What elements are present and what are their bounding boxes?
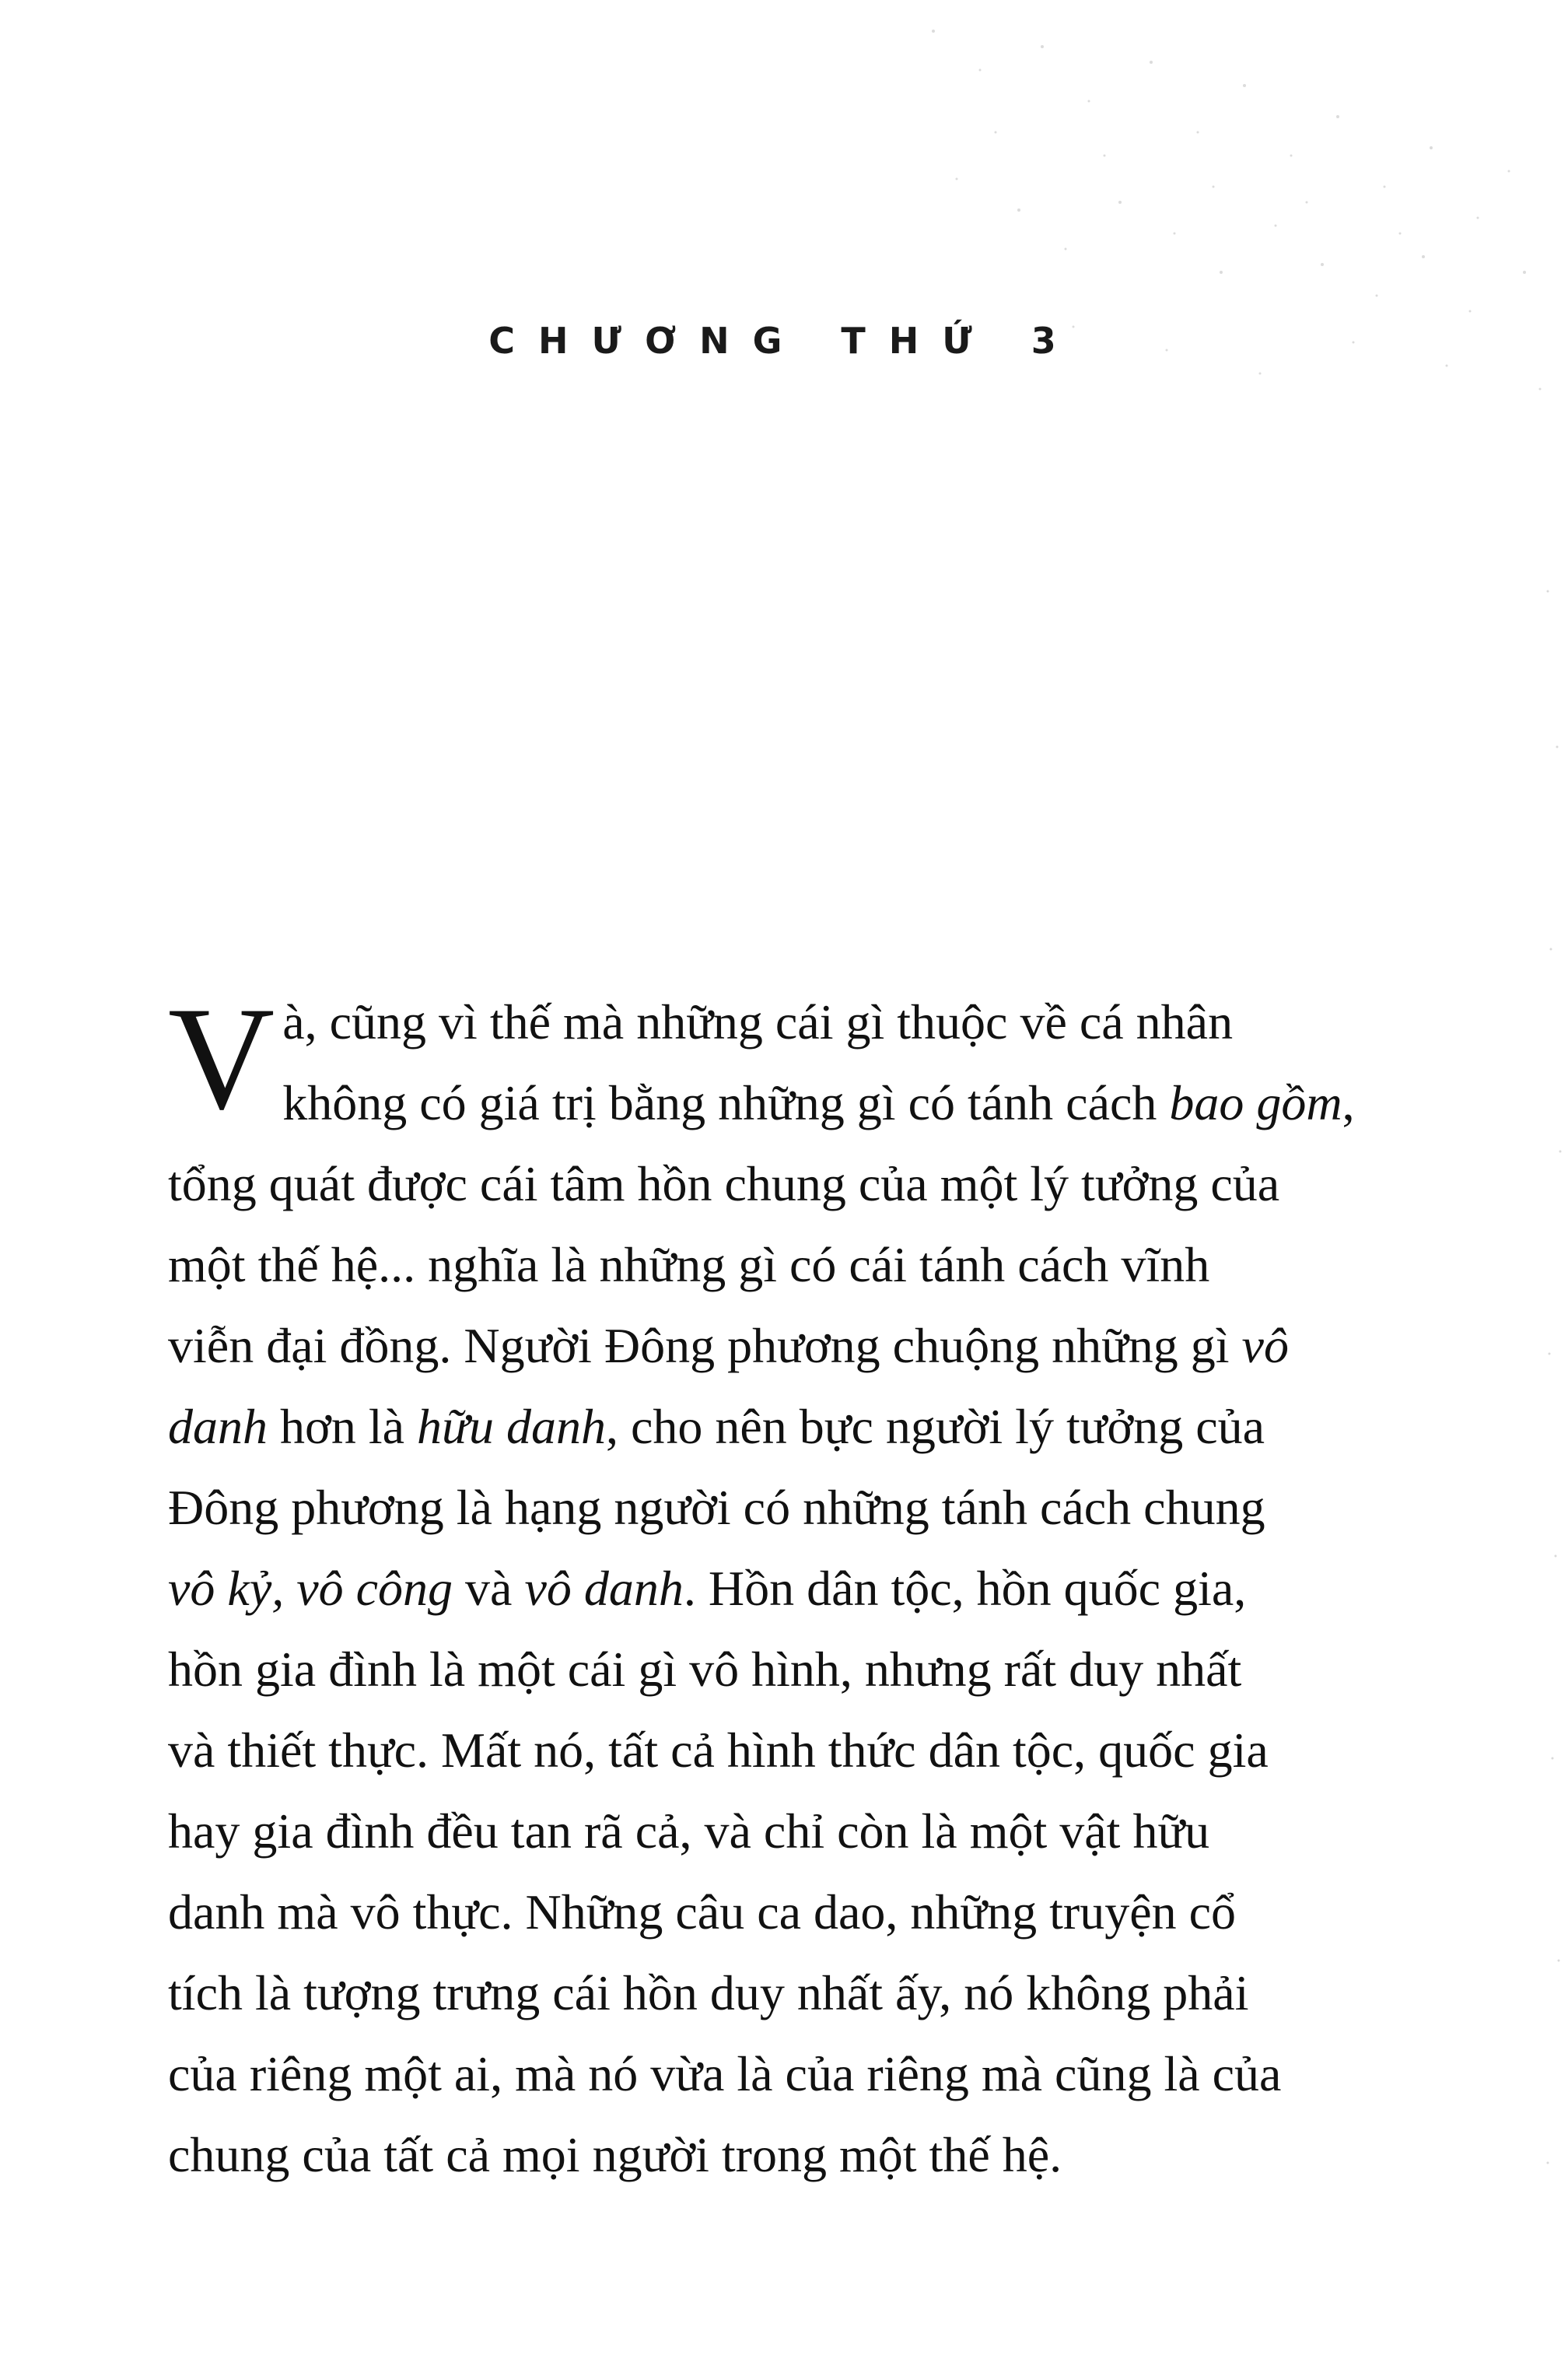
scan-edge-texture (1540, 545, 1568, 2334)
text-line (168, 1629, 1490, 1710)
text-line (168, 1144, 1490, 1225)
text-line (168, 1953, 1490, 2034)
text-run: một thế hệ... nghĩa là những gì có cái tánh cách vĩnh (168, 1237, 1210, 1292)
chapter-heading: CHƯƠNG THỨ 3 (488, 320, 1080, 362)
text-run: tổng quát được cái tâm hồn chung của một lý tưởng của (168, 1156, 1280, 1211)
text-line (168, 1225, 1490, 1305)
text-run: viễn đại đồng. Người Đông phương chuộng những gì (168, 1318, 1242, 1373)
text-run: , cho nên bực người lý tưởng của (605, 1399, 1265, 1454)
text-run: danh mà vô thực. Những câu ca dao, những truyện cổ (168, 1884, 1236, 1940)
text-run: hồn gia đình là một cái gì vô hình, nhưng rất duy nhất (168, 1642, 1242, 1697)
text-run: và (453, 1561, 525, 1616)
text-line (168, 1872, 1490, 1953)
text-line (168, 1710, 1490, 1791)
text-line (168, 1063, 1490, 1144)
text-run: không có giá trị bằng những gì có tánh cách (282, 1075, 1170, 1130)
scan-noise-texture (840, 0, 1568, 436)
italic-term: vô danh (524, 1561, 684, 1616)
text-run: . Hồn dân tộc, hồn quốc gia, (683, 1561, 1247, 1616)
text-run: hay gia đình đều tan rã cả, và chỉ còn là một vật hữu (168, 1803, 1210, 1859)
italic-term: vô (1241, 1318, 1289, 1373)
text-run: của riêng một ai, mà nó vừa là của riêng mà cũng là của (168, 2046, 1282, 2101)
chapter-paragraph (168, 977, 1490, 2196)
text-line (168, 2034, 1490, 2115)
text-line (168, 982, 1490, 1063)
text-line (168, 1548, 1490, 1629)
text-run: à, cũng vì thế mà những cái gì thuộc về cá nhân (282, 994, 1234, 1050)
text-run: chung của tất cả mọi người trong một thế hệ. (168, 2127, 1062, 2182)
text-line (168, 1467, 1490, 1548)
text-run: , (1342, 1075, 1355, 1130)
italic-term: hữu danh (417, 1399, 606, 1454)
text-line (168, 1386, 1490, 1467)
text-line (168, 1305, 1490, 1386)
text-run: và thiết thực. Mất nó, tất cả hình thức dân tộc, quốc gia (168, 1722, 1269, 1778)
text-run: Đông phương là hạng người có những tánh cách chung (168, 1480, 1265, 1535)
text-run: hơn là (268, 1399, 418, 1454)
italic-term: bao gồm (1169, 1075, 1342, 1130)
opening-lines (168, 977, 1490, 1144)
drop-cap: V (168, 977, 275, 1141)
text-run: tích là tượng trưng cái hồn duy nhất ấy, nó không phải (168, 1965, 1249, 2020)
italic-term: vô kỷ, vô công (168, 1561, 453, 1616)
text-line (168, 1791, 1490, 1872)
italic-term: danh (168, 1399, 268, 1454)
text-line (168, 2115, 1490, 2196)
